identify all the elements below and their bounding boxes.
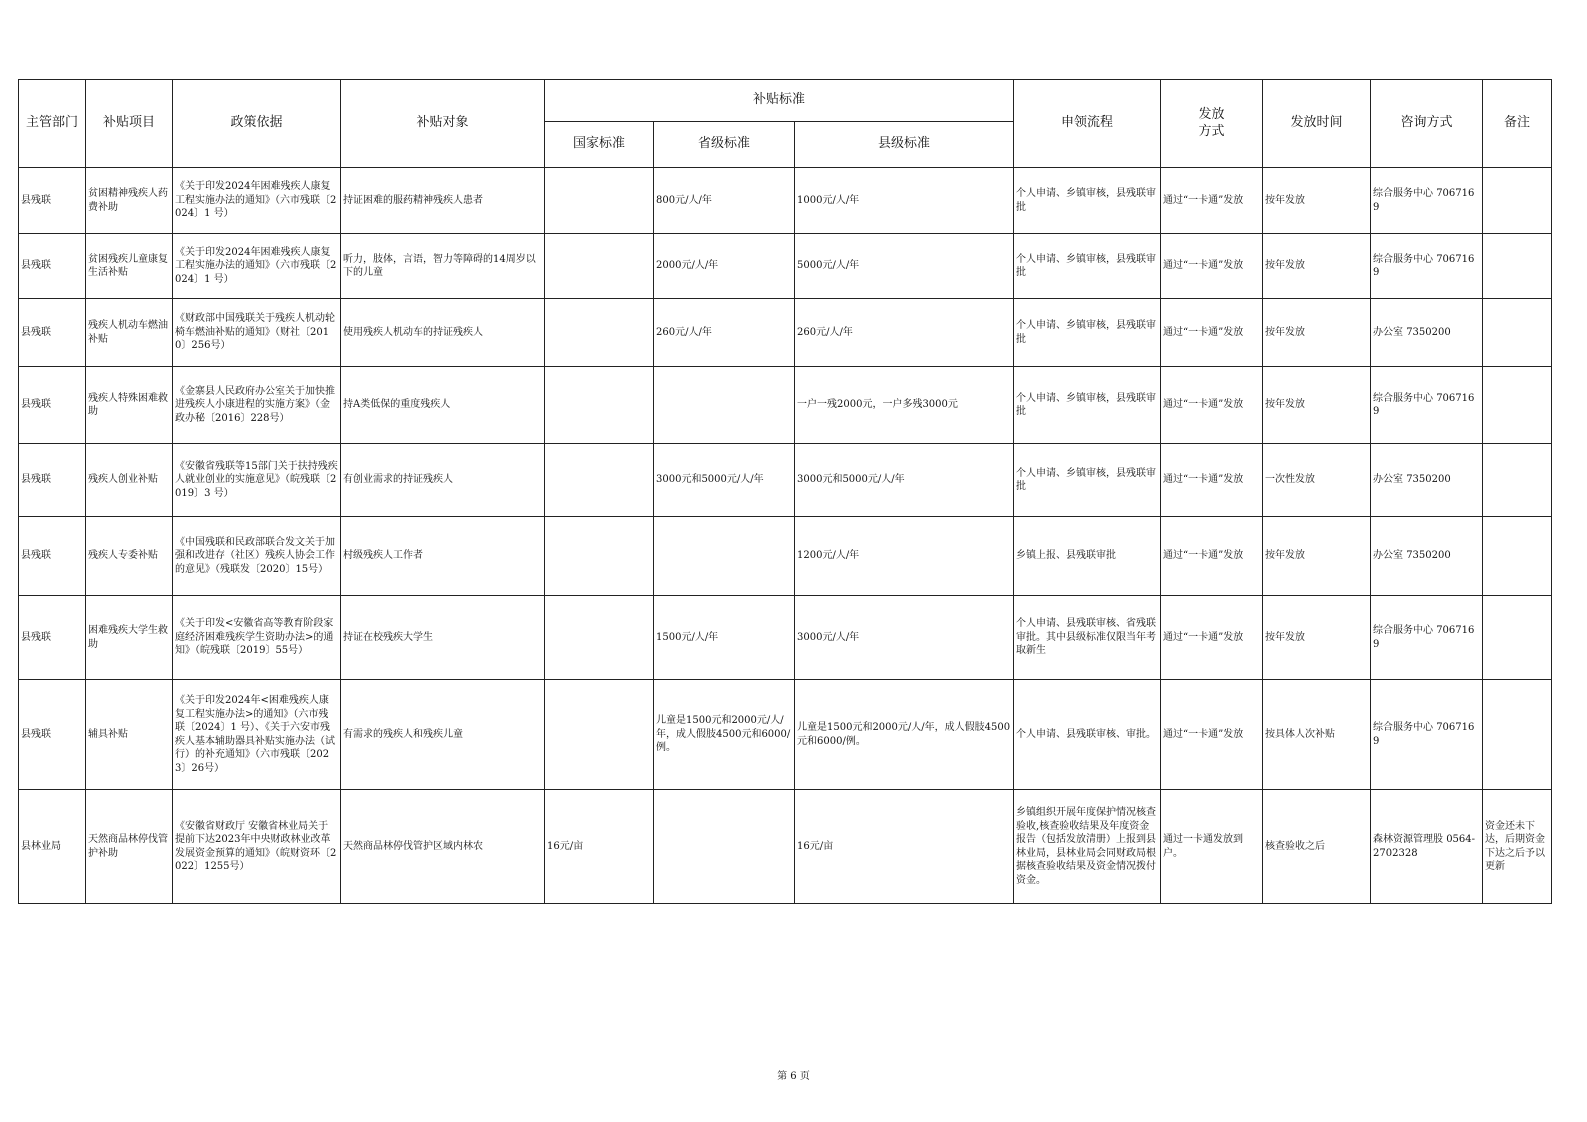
cell-process: 个人申请、乡镇审核，县残联审批	[1014, 367, 1161, 444]
cell-remark	[1483, 234, 1552, 299]
cell-remark	[1483, 596, 1552, 680]
cell-time: 按年发放	[1263, 168, 1371, 234]
table-row	[19, 596, 1552, 680]
header-standard: 补贴标准	[545, 80, 1014, 122]
table-row	[19, 299, 1552, 367]
cell-target: 天然商品林停伐管护区域内林农	[341, 790, 545, 904]
cell-contact: 综合服务中心 7067169	[1371, 168, 1483, 234]
cell-method: 通过“一卡通”发放	[1161, 680, 1263, 790]
table-row	[19, 367, 1552, 444]
cell-remark	[1483, 367, 1552, 444]
cell-county: 260元/人/年	[795, 299, 1014, 367]
cell-item: 残疾人机动车燃油补贴	[86, 299, 173, 367]
cell-provincial: 800元/人/年	[654, 168, 795, 234]
cell-process: 个人申请、乡镇审核，县残联审批	[1014, 168, 1161, 234]
cell-basis: 《关于印发2024年<困难残疾人康复工程实施办法>的通知》（六市残联〔2024〕1 号）、《关于六安市残疾人基本辅助器具补贴实施办法（试行）的补充通知》（六市残联〔2023〕26号）	[173, 680, 341, 790]
cell-dept: 县林业局	[19, 790, 86, 904]
cell-contact: 森林资源管理股 0564-2702328	[1371, 790, 1483, 904]
cell-method: 通过“一卡通”发放	[1161, 168, 1263, 234]
header-method: 发放 方式	[1161, 80, 1263, 168]
cell-method: 通过“一卡通”发放	[1161, 299, 1263, 367]
cell-national	[545, 444, 654, 517]
cell-item: 辅具补贴	[86, 680, 173, 790]
cell-process: 个人申请、乡镇审核，县残联审批	[1014, 234, 1161, 299]
cell-remark	[1483, 299, 1552, 367]
cell-basis: 《安徽省残联等15部门关于扶持残疾人就业创业的实施意见》（皖残联〔2019〕3 号）	[173, 444, 341, 517]
table-row	[19, 444, 1552, 517]
cell-dept: 县残联	[19, 444, 86, 517]
cell-target: 持A类低保的重度残疾人	[341, 367, 545, 444]
page-number: 第 6 页	[777, 1071, 810, 1082]
cell-item: 贫困精神残疾人药费补助	[86, 168, 173, 234]
header-dept: 主管部门	[19, 80, 86, 168]
cell-basis: 《关于印发2024年困难残疾人康复工程实施办法的通知》（六市残联〔2024〕1 号）	[173, 168, 341, 234]
cell-contact: 综合服务中心 7067169	[1371, 596, 1483, 680]
cell-time: 按具体人次补贴	[1263, 680, 1371, 790]
cell-county: 3000元/人/年	[795, 596, 1014, 680]
cell-basis: 《安徽省财政厅 安徽省林业局关于提前下达2023年中央财政林业改革发展资金预算的通知》（皖财资环〔2022〕1255号）	[173, 790, 341, 904]
cell-process: 乡镇组织开展年度保护情况核查验收,核查验收结果及年度资金报告（包括发放清册）上报到县林业局，县林业局会同财政局根据核查验收结果及资金情况拨付资金。	[1014, 790, 1161, 904]
cell-time: 按年发放	[1263, 299, 1371, 367]
cell-contact: 办公室 7350200	[1371, 517, 1483, 596]
cell-contact: 综合服务中心 7067169	[1371, 680, 1483, 790]
cell-provincial: 260元/人/年	[654, 299, 795, 367]
header-remark: 备注	[1483, 80, 1552, 168]
cell-national: 16元/亩	[545, 790, 654, 904]
cell-national	[545, 367, 654, 444]
table-row	[19, 234, 1552, 299]
cell-national	[545, 299, 654, 367]
cell-county: 5000元/人/年	[795, 234, 1014, 299]
cell-basis: 《关于印发<安徽省高等教育阶段家庭经济困难残疾学生资助办法>的通知》（皖残联〔2019〕55号）	[173, 596, 341, 680]
table-row	[19, 790, 1552, 904]
cell-contact: 综合服务中心 7067169	[1371, 367, 1483, 444]
cell-basis: 《中国残联和民政部联合发文关于加强和改进存（社区）残疾人协会工作的意见》（残联发〔2020〕15号）	[173, 517, 341, 596]
cell-dept: 县残联	[19, 596, 86, 680]
cell-provincial	[654, 367, 795, 444]
cell-time: 一次性发放	[1263, 444, 1371, 517]
cell-method: 通过“一卡通”发放	[1161, 234, 1263, 299]
subsidy-table	[18, 79, 1552, 904]
cell-national	[545, 517, 654, 596]
cell-provincial: 1500元/人/年	[654, 596, 795, 680]
cell-county: 儿童是1500元和2000元/人/年，成人假肢4500元和6000/例。	[795, 680, 1014, 790]
cell-item: 残疾人专委补贴	[86, 517, 173, 596]
cell-target: 村级残疾人工作者	[341, 517, 545, 596]
cell-provincial	[654, 517, 795, 596]
cell-dept: 县残联	[19, 234, 86, 299]
cell-national	[545, 680, 654, 790]
cell-time: 核查验收之后	[1263, 790, 1371, 904]
cell-method: 通过一卡通发放到户。	[1161, 790, 1263, 904]
table-body	[19, 168, 1552, 904]
cell-item: 困难残疾大学生救助	[86, 596, 173, 680]
cell-item: 贫困残疾儿童康复生活补贴	[86, 234, 173, 299]
cell-method: 通过“一卡通”发放	[1161, 444, 1263, 517]
cell-target: 有需求的残疾人和残疾儿童	[341, 680, 545, 790]
cell-county: 16元/亩	[795, 790, 1014, 904]
cell-target: 有创业需求的持证残疾人	[341, 444, 545, 517]
cell-process: 个人申请、县残联审核、省残联审批。其中县级标准仅限当年考取新生	[1014, 596, 1161, 680]
header-time: 发放时间	[1263, 80, 1371, 168]
cell-process: 个人申请、县残联审核、审批。	[1014, 680, 1161, 790]
cell-remark	[1483, 444, 1552, 517]
header-basis: 政策依据	[173, 80, 341, 168]
cell-contact: 办公室 7350200	[1371, 444, 1483, 517]
cell-provincial: 3000元和5000元/人/年	[654, 444, 795, 517]
cell-national	[545, 168, 654, 234]
cell-contact: 办公室 7350200	[1371, 299, 1483, 367]
cell-method: 通过“一卡通”发放	[1161, 596, 1263, 680]
cell-basis: 《财政部中国残联关于残疾人机动轮椅车燃油补贴的通知》（财社〔2010〕256号）	[173, 299, 341, 367]
cell-process: 个人申请、乡镇审核，县残联审批	[1014, 299, 1161, 367]
cell-item: 残疾人创业补贴	[86, 444, 173, 517]
cell-target: 持证在校残疾大学生	[341, 596, 545, 680]
cell-national	[545, 596, 654, 680]
header-target: 补贴对象	[341, 80, 545, 168]
cell-process: 乡镇上报、县残联审批	[1014, 517, 1161, 596]
cell-remark: 资金还未下达，后期资金下达之后予以更新	[1483, 790, 1552, 904]
cell-dept: 县残联	[19, 367, 86, 444]
cell-dept: 县残联	[19, 680, 86, 790]
cell-method: 通过“一卡通”发放	[1161, 367, 1263, 444]
cell-remark	[1483, 680, 1552, 790]
cell-time: 按年发放	[1263, 517, 1371, 596]
cell-time: 按年发放	[1263, 596, 1371, 680]
cell-dept: 县残联	[19, 299, 86, 367]
cell-dept: 县残联	[19, 517, 86, 596]
header-national: 国家标准	[545, 122, 654, 168]
cell-provincial: 2000元/人/年	[654, 234, 795, 299]
cell-target: 听力，肢体，言语，智力等障碍的14周岁以下的儿童	[341, 234, 545, 299]
cell-remark	[1483, 168, 1552, 234]
cell-item: 天然商品林停伐管护补助	[86, 790, 173, 904]
cell-target: 使用残疾人机动车的持证残疾人	[341, 299, 545, 367]
header-item: 补贴项目	[86, 80, 173, 168]
header-county: 县级标准	[795, 122, 1014, 168]
cell-item: 残疾人特殊困难救助	[86, 367, 173, 444]
table-row	[19, 517, 1552, 596]
cell-county: 3000元和5000元/人/年	[795, 444, 1014, 517]
header-process: 申领流程	[1014, 80, 1161, 168]
cell-contact: 综合服务中心 7067169	[1371, 234, 1483, 299]
cell-time: 按年发放	[1263, 367, 1371, 444]
cell-county: 1200元/人/年	[795, 517, 1014, 596]
cell-basis: 《关于印发2024年困难残疾人康复工程实施办法的通知》（六市残联〔2024〕1 号）	[173, 234, 341, 299]
cell-county: 1000元/人/年	[795, 168, 1014, 234]
cell-target: 持证困难的服药精神残疾人患者	[341, 168, 545, 234]
cell-national	[545, 234, 654, 299]
cell-provincial: 儿童是1500元和2000元/人/年，成人假肢4500元和6000/例。	[654, 680, 795, 790]
cell-process: 个人申请、乡镇审核，县残联审批	[1014, 444, 1161, 517]
cell-dept: 县残联	[19, 168, 86, 234]
cell-county: 一户一残2000元，一户多残3000元	[795, 367, 1014, 444]
cell-method: 通过“一卡通”发放	[1161, 517, 1263, 596]
cell-provincial	[654, 790, 795, 904]
cell-remark	[1483, 517, 1552, 596]
header-contact: 咨询方式	[1371, 80, 1483, 168]
table-row	[19, 680, 1552, 790]
cell-time: 按年发放	[1263, 234, 1371, 299]
header-provincial: 省级标准	[654, 122, 795, 168]
table-row	[19, 168, 1552, 234]
table-header	[19, 80, 1552, 168]
cell-basis: 《金寨县人民政府办公室关于加快推进残疾人小康进程的实施方案》（金政办秘〔2016〕228号）	[173, 367, 341, 444]
